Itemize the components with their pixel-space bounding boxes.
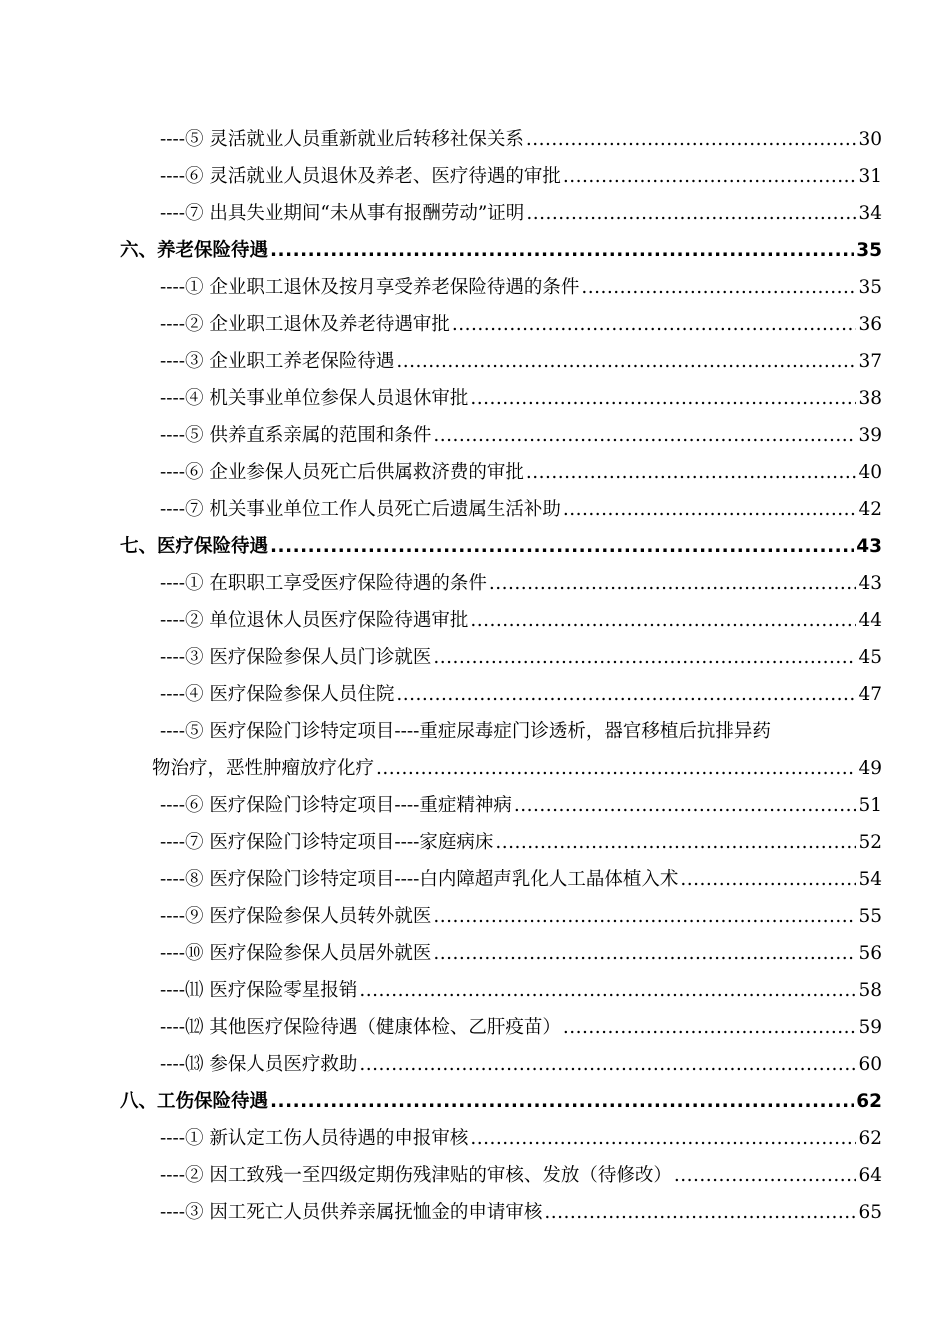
toc-entry[interactable] bbox=[0, 565, 950, 602]
toc-leader-dots bbox=[376, 750, 856, 787]
toc-entry[interactable] bbox=[0, 121, 950, 158]
toc-page-number: 49 bbox=[858, 758, 882, 779]
toc-leader-dots bbox=[270, 232, 854, 269]
toc-leader-dots bbox=[270, 1083, 854, 1120]
toc-leader-dots bbox=[470, 1120, 856, 1157]
toc-entry-text: ----⑦ 医疗保险门诊特定项目----家庭病床 bbox=[160, 832, 494, 853]
toc-entry-text: ----④ 医疗保险参保人员住院 bbox=[160, 684, 395, 705]
toc-leader-dots bbox=[359, 1046, 856, 1083]
toc-entry[interactable] bbox=[0, 972, 950, 1009]
toc-leader-dots bbox=[563, 491, 857, 528]
toc-section-text: 六、养老保险待遇 bbox=[120, 240, 269, 261]
toc-leader-dots bbox=[470, 380, 856, 417]
toc-entry-text: ----② 企业职工退休及养老待遇审批 bbox=[160, 314, 450, 335]
toc-leader-dots bbox=[470, 602, 856, 639]
toc-entry-text: ----① 企业职工退休及按月享受养老保险待遇的条件 bbox=[160, 277, 580, 298]
toc-leader-dots bbox=[581, 269, 856, 306]
toc-entry[interactable] bbox=[0, 1120, 950, 1157]
toc-entry-text: ----⒀ 参保人员医疗救助 bbox=[160, 1054, 358, 1075]
toc-entry[interactable] bbox=[0, 935, 950, 972]
toc-entry-text: ----⑦ 出具失业期间“未从事有报酬劳动”证明 bbox=[160, 203, 525, 224]
toc-entry[interactable] bbox=[0, 824, 950, 861]
toc-entry[interactable] bbox=[0, 1157, 950, 1194]
toc-leader-dots bbox=[514, 787, 857, 824]
toc-leader-dots bbox=[396, 343, 856, 380]
toc-page-number: 58 bbox=[858, 980, 882, 1001]
toc-page-number: 36 bbox=[858, 314, 882, 335]
toc-page-number: 39 bbox=[858, 425, 882, 446]
toc-entry[interactable] bbox=[0, 417, 950, 454]
toc-entry-text: ----⑥ 企业参保人员死亡后供属救济费的审批 bbox=[160, 462, 524, 483]
toc-entry[interactable] bbox=[0, 639, 950, 676]
toc-entry[interactable] bbox=[0, 602, 950, 639]
toc-entry[interactable] bbox=[0, 380, 950, 417]
toc-entry[interactable] bbox=[0, 343, 950, 380]
toc-leader-dots bbox=[270, 528, 854, 565]
toc-entry[interactable] bbox=[0, 454, 950, 491]
toc-entry-text: ----⑥ 医疗保险门诊特定项目----重症精神病 bbox=[160, 795, 512, 816]
toc-section-heading[interactable] bbox=[0, 1083, 950, 1120]
toc-leader-dots bbox=[544, 1194, 856, 1231]
toc-entry[interactable] bbox=[0, 306, 950, 343]
toc-section-heading[interactable] bbox=[0, 232, 950, 269]
toc-entry-text: ----⑾ 医疗保险零星报销 bbox=[160, 980, 358, 1001]
toc-entry-line-2 bbox=[0, 750, 950, 787]
toc-page-number: 65 bbox=[858, 1202, 882, 1223]
toc-page-number: 44 bbox=[858, 610, 882, 631]
toc-page-number: 40 bbox=[858, 462, 882, 483]
toc-entry-text-line-1: ----⑤ 医疗保险门诊特定项目----重症尿毒症门诊透析，器官移植后抗排异药 bbox=[160, 721, 771, 742]
toc-page-number: 62 bbox=[858, 1128, 882, 1149]
toc-page-number: 43 bbox=[858, 573, 882, 594]
toc-leader-dots bbox=[433, 898, 856, 935]
toc-entry[interactable] bbox=[0, 898, 950, 935]
toc-entry-text: ----④ 机关事业单位参保人员退休审批 bbox=[160, 388, 469, 409]
toc-leader-dots bbox=[563, 158, 857, 195]
toc-page-number: 35 bbox=[858, 277, 882, 298]
toc-entry-text: ----⑿ 其他医疗保险待遇（健康体检、乙肝疫苗） bbox=[160, 1017, 561, 1038]
toc-entry-text: ----② 因工致残一至四级定期伤残津贴的审核、发放（待修改） bbox=[160, 1165, 672, 1186]
toc-section-heading[interactable] bbox=[0, 528, 950, 565]
toc-leader-dots bbox=[433, 417, 856, 454]
toc-leader-dots bbox=[489, 565, 857, 602]
toc-entry-text: ----⑦ 机关事业单位工作人员死亡后遗属生活补助 bbox=[160, 499, 561, 520]
toc-page-number: 52 bbox=[858, 832, 882, 853]
toc-leader-dots bbox=[526, 121, 857, 158]
toc-section-text: 七、医疗保险待遇 bbox=[120, 536, 269, 557]
toc-entry-text: ----⑨ 医疗保险参保人员转外就医 bbox=[160, 906, 432, 927]
toc-page-number: 54 bbox=[858, 869, 882, 890]
toc-entry-text: ----⑤ 灵活就业人员重新就业后转移社保关系 bbox=[160, 129, 524, 150]
toc-page-number: 43 bbox=[856, 536, 882, 557]
toc-entry-text: ----③ 医疗保险参保人员门诊就医 bbox=[160, 647, 432, 668]
toc-entry-text: ----⑥ 灵活就业人员退休及养老、医疗待遇的审批 bbox=[160, 166, 561, 187]
toc-page-number: 30 bbox=[858, 129, 882, 150]
toc-leader-dots bbox=[452, 306, 857, 343]
toc-entry[interactable] bbox=[0, 1009, 950, 1046]
toc-leader-dots bbox=[359, 972, 856, 1009]
toc-leader-dots bbox=[563, 1009, 857, 1046]
toc-page-number: 42 bbox=[858, 499, 882, 520]
toc-page-number: 59 bbox=[858, 1017, 882, 1038]
toc-leader-dots bbox=[680, 861, 856, 898]
toc-entry-text: ----③ 企业职工养老保险待遇 bbox=[160, 351, 395, 372]
toc-leader-dots bbox=[526, 454, 857, 491]
toc-entry[interactable] bbox=[0, 195, 950, 232]
toc-entry-multiline[interactable] bbox=[0, 713, 950, 787]
toc-entry[interactable] bbox=[0, 861, 950, 898]
toc-page-number: 47 bbox=[858, 684, 882, 705]
toc-leader-dots bbox=[396, 676, 856, 713]
toc-entry[interactable] bbox=[0, 491, 950, 528]
toc-entry-text-line-2: 物治疗，恶性肿瘤放疗化疗 bbox=[152, 758, 375, 779]
toc-entry[interactable] bbox=[0, 1046, 950, 1083]
toc-leader-dots bbox=[433, 935, 856, 972]
toc-entry-text: ----⑩ 医疗保险参保人员居外就医 bbox=[160, 943, 432, 964]
toc-leader-dots bbox=[674, 1157, 857, 1194]
toc-page-number: 60 bbox=[858, 1054, 882, 1075]
toc-entry-text: ----① 新认定工伤人员待遇的申报审核 bbox=[160, 1128, 469, 1149]
toc-entry[interactable] bbox=[0, 1194, 950, 1231]
toc-entry[interactable] bbox=[0, 676, 950, 713]
toc-page-number: 55 bbox=[858, 906, 882, 927]
toc-page-number: 64 bbox=[858, 1165, 882, 1186]
table-of-contents bbox=[0, 121, 950, 1231]
toc-page-number: 35 bbox=[856, 240, 882, 261]
toc-leader-dots bbox=[495, 824, 856, 861]
toc-page-number: 45 bbox=[858, 647, 882, 668]
toc-entry-text: ----② 单位退休人员医疗保险待遇审批 bbox=[160, 610, 469, 631]
toc-leader-dots bbox=[526, 195, 856, 232]
toc-page-number: 31 bbox=[858, 166, 882, 187]
toc-entry[interactable] bbox=[0, 269, 950, 306]
toc-entry-text: ----① 在职职工享受医疗保险待遇的条件 bbox=[160, 573, 487, 594]
toc-entry-text: ----③ 因工死亡人员供养亲属抚恤金的申请审核 bbox=[160, 1202, 543, 1223]
toc-section-text: 八、工伤保险待遇 bbox=[120, 1091, 269, 1112]
toc-entry[interactable] bbox=[0, 158, 950, 195]
toc-page-number: 37 bbox=[858, 351, 882, 372]
toc-leader-dots bbox=[433, 639, 856, 676]
toc-page-number: 34 bbox=[858, 203, 882, 224]
toc-entry-text: ----⑧ 医疗保险门诊特定项目----白内障超声乳化人工晶体植入术 bbox=[160, 869, 679, 890]
toc-page-number: 38 bbox=[858, 388, 882, 409]
toc-entry-text: ----⑤ 供养直系亲属的范围和条件 bbox=[160, 425, 432, 446]
toc-entry[interactable] bbox=[0, 787, 950, 824]
toc-page-number: 62 bbox=[856, 1091, 882, 1112]
toc-page-number: 56 bbox=[858, 943, 882, 964]
toc-page-number: 51 bbox=[858, 795, 882, 816]
